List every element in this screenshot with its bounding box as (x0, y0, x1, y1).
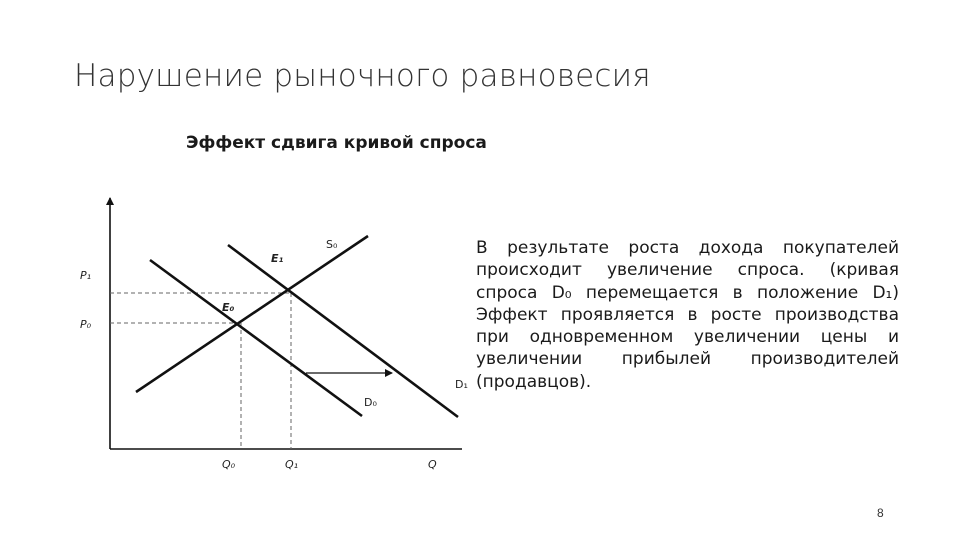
label-e0: E₀ (222, 301, 235, 314)
diagram-subtitle: Эффект сдвига кривой спроса (186, 133, 487, 153)
label-q1: Q₁ (285, 458, 299, 471)
label-p1: P₁ (80, 269, 92, 282)
page-number: 8 (877, 506, 884, 520)
label-q-axis: Q (428, 458, 437, 471)
demand-curve-d0 (150, 260, 362, 416)
slide-title: Нарушение рыночного равновесия (74, 58, 651, 94)
label-d0: D₀ (364, 396, 377, 409)
label-s0: S₀ (326, 238, 338, 251)
label-q0: Q₀ (222, 458, 236, 471)
label-d1: D₁ (455, 378, 468, 391)
demand-curve-d1 (228, 245, 458, 417)
supply-curve (136, 236, 368, 392)
label-e1: E₁ (271, 252, 284, 265)
explanation-text: В результате роста дохода покупателей происходит увеличение спроса. (кривая спроса D₀ перемещается в положение D₁) Эффект проявляется в росте производства при одновременном увеличении цены и увеличении прибылей производителей (продавцов). (476, 238, 899, 392)
label-p0: P₀ (80, 318, 92, 331)
